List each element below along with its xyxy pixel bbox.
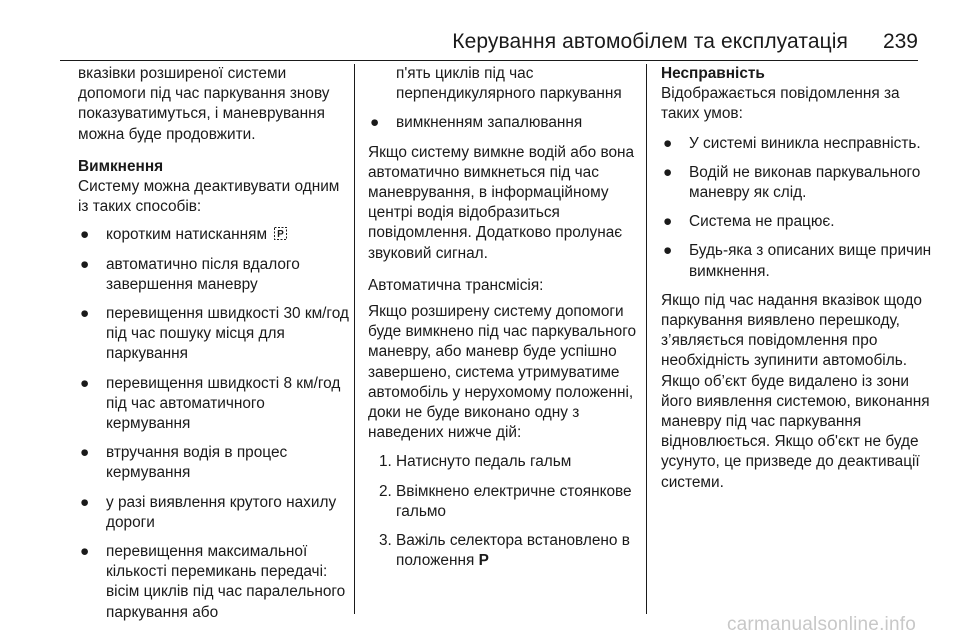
gear-position-p: P <box>478 552 489 570</box>
step-text: Натиснуто педаль гальм <box>396 453 572 471</box>
automatic-transmission-label: Автоматична трансмісія: <box>368 276 544 294</box>
step-item <box>368 531 640 571</box>
list-item-text: перевищення швидкості 8 км/год під час автоматичного кермування <box>106 374 341 433</box>
release-steps <box>368 452 640 571</box>
list-item-continued <box>368 64 640 104</box>
section-heading-fault: Несправність <box>661 65 765 82</box>
column-divider-2 <box>646 64 647 614</box>
bullet-icon: ● <box>80 543 90 561</box>
list-item-text: перевищення швидкості 30 км/год під час пошуку місця для паркування <box>106 305 349 363</box>
step-number: 3. <box>379 532 392 550</box>
list-item <box>78 304 350 365</box>
bullet-icon: ● <box>80 493 90 511</box>
list-item <box>78 542 350 623</box>
shutdown-lead: Систему можна деактивувати одним із таких способів: <box>78 178 340 216</box>
step-number: 1. <box>379 453 392 471</box>
bullet-icon: ● <box>370 114 380 132</box>
step-text: Ввімкнено електричне стоянкове гальмо <box>396 482 632 520</box>
list-item-text: Водій не виконав паркувального маневру як слід. <box>689 163 921 202</box>
hold-paragraph: Якщо розширену систему допомоги буде вимкнено під час паркувального маневру, або маневр буде успішно завершено, система утримуватиме автомобіль у нерухомому положенні, доки не буде виконано одну з наведених нижче дій: <box>368 303 637 442</box>
header-title: Керування автомобілем та експлуатація <box>452 30 848 53</box>
column-1 <box>78 64 350 632</box>
bullet-icon: ● <box>80 374 90 392</box>
list-item-text: Будь-яка з описаних вище причин вимкнення. <box>689 242 932 280</box>
obstacle-paragraph: Якщо під час надання вказівок щодо паркування виявлено перешкоду, з’являється повідомлення про необхідність зупинити автомобіль. Якщо об’єкт буде видалено із зони його виявлення системою, виконання маневру під час паркування відновлюється. Якщо об'єкт не буде усунуто, це призведе до деактивації системи. <box>661 291 930 491</box>
list-item <box>368 113 640 133</box>
list-item-text: перевищення максимальної кількості перемикань передачі: вісім циклів під час паралельного паркування або <box>106 543 346 621</box>
list-item-text: втручання водія в процес кермування <box>106 444 288 482</box>
list-item-text: п'ять циклів під час перпендикулярного паркування <box>396 65 622 103</box>
step-text: Важіль селектора встановлено в положення <box>396 532 630 570</box>
continued-list <box>368 64 640 134</box>
section-heading-shutdown: Вимкнення <box>78 157 164 175</box>
bullet-icon: ● <box>80 444 90 462</box>
bullet-icon: ● <box>80 226 90 244</box>
bullet-icon: ● <box>80 255 90 273</box>
column-2 <box>368 64 640 580</box>
fault-list <box>661 134 933 282</box>
list-item <box>78 374 350 435</box>
shutdown-message-paragraph: Якщо систему вимкне водій або вона автоматично вимкнеться під час маневрування, в інформаційному центрі водія відобразиться повідомлення. Додатково пролунає звуковий сигнал. <box>368 143 635 262</box>
list-item <box>78 493 350 533</box>
page-header <box>60 14 918 56</box>
list-item <box>661 163 933 203</box>
bullet-icon: ● <box>663 213 673 231</box>
bullet-icon: ● <box>80 305 90 323</box>
column-3 <box>661 64 933 493</box>
list-item-text: у разі виявлення крутого нахилу дороги <box>106 493 337 531</box>
step-item <box>368 452 640 472</box>
shutdown-list <box>78 225 350 622</box>
list-item <box>661 212 933 232</box>
page-number: 239 <box>882 30 918 53</box>
bullet-icon: ● <box>663 134 673 152</box>
parking-assist-icon <box>274 226 287 239</box>
svg-text:P: P <box>277 229 285 241</box>
watermark-text: carmanualsonline.info <box>726 614 916 635</box>
list-item <box>78 255 350 295</box>
bullet-icon: ● <box>663 242 673 260</box>
header-rule <box>60 60 918 61</box>
list-item-text: коротким натисканням <box>106 226 268 244</box>
intro-paragraph: вказівки розширеної системи допомоги під час паркування знову показуватимуться, і маневрування можна буде продовжити. <box>78 65 330 143</box>
list-item-text: автоматично після вдалого завершення маневру <box>106 255 300 293</box>
list-item <box>78 443 350 483</box>
list-item <box>661 241 933 281</box>
list-item <box>661 134 933 154</box>
list-item-text: вимкненням запалювання <box>396 114 583 132</box>
fault-lead: Відображається повідомлення за таких умов: <box>661 85 900 123</box>
step-item <box>368 482 640 522</box>
step-number: 2. <box>379 482 392 500</box>
list-item <box>78 225 350 245</box>
list-item-text: Система не працює. <box>689 213 835 231</box>
list-item-text: У системі виникла несправність. <box>689 134 921 152</box>
bullet-icon: ● <box>663 163 673 181</box>
column-divider-1 <box>354 64 355 614</box>
